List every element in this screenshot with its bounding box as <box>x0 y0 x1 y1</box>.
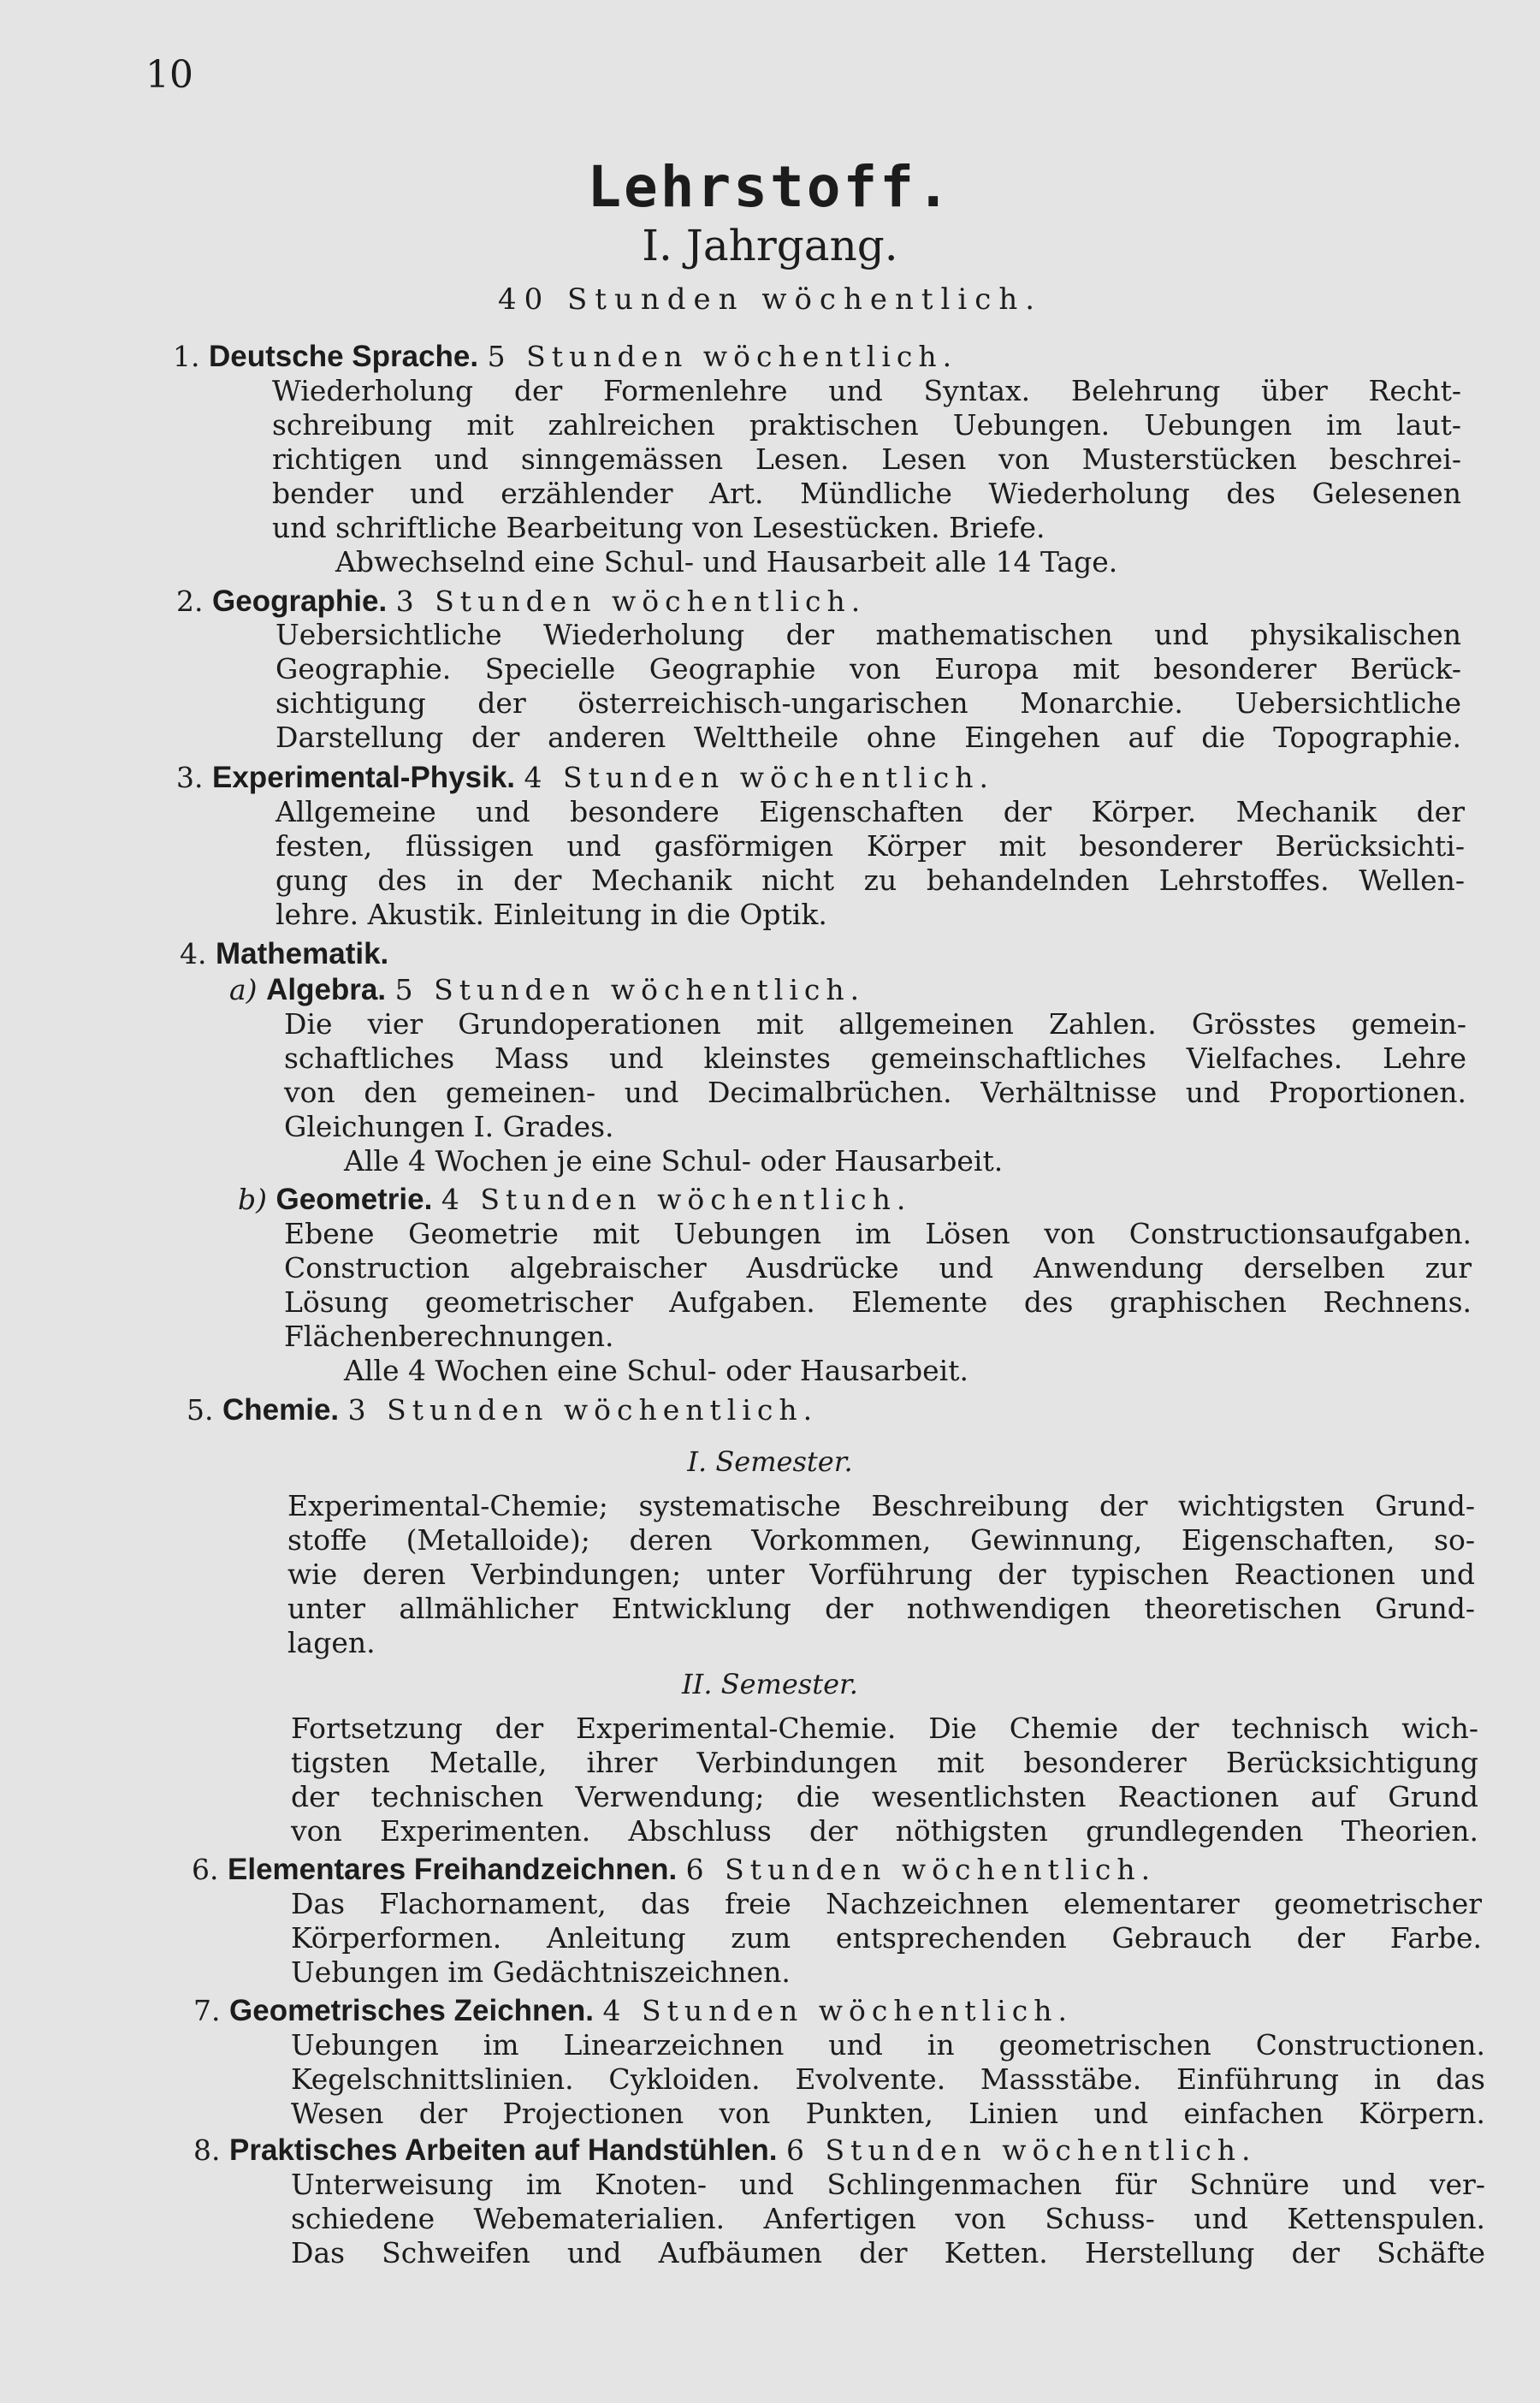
text-line: bender und erzählender Art. Mündliche Wiederholung des Gelesenen <box>272 477 1461 510</box>
subsection-marker: b) <box>238 1183 267 1216</box>
section-5-heading <box>187 1393 818 1427</box>
subsection-a-heading <box>229 973 865 1007</box>
section-hours: 6 Stunden wöchentlich. <box>786 2133 1257 2167</box>
text-line: lagen. <box>287 1626 376 1659</box>
text-line: Die vier Grundoperationen mit allgemeinen Zahlen. Grösstes gemein- <box>284 1007 1466 1041</box>
text-line: sichtigung der österreichisch-ungarischen Monarchie. Uebersichtliche <box>275 686 1461 720</box>
text-line: Das Flachornament, das freie Nachzeichnen elementarer geometrischer <box>291 1887 1482 1920</box>
subsection-note: Alle 4 Wochen eine Schul- oder Hausarbeit. <box>344 1354 968 1387</box>
section-hours: 4 Stunden wöchentlich. <box>602 1994 1073 2027</box>
subsection-hours: 4 Stunden wöchentlich. <box>441 1183 912 1216</box>
text-line: Experimental-Chemie; systematische Beschreibung der wichtigsten Grund- <box>287 1489 1475 1522</box>
section-number: 3. <box>176 761 204 794</box>
text-line: Uebungen im Gedächtniszeichnen. <box>291 1955 791 1989</box>
text-line: Darstellung der anderen Welttheile ohne Eingehen auf die Topographie. <box>275 721 1461 754</box>
section-title: Geographie. <box>212 584 388 618</box>
section-hours: 3 Stunden wöchentlich. <box>347 1393 819 1427</box>
section-1-heading <box>173 340 957 374</box>
text-line: Das Schweifen und Aufbäumen der Ketten. Herstellung der Schäfte <box>291 2236 1485 2270</box>
section-3-heading <box>176 761 994 795</box>
text-line: lehre. Akustik. Einleitung in die Optik. <box>275 898 827 931</box>
text-line: von den gemeinen- und Decimalbrüchen. Verhältnisse und Proportionen. <box>284 1076 1466 1109</box>
semester-1-label: I. Semester. <box>687 1445 853 1478</box>
text-line: stoffe (Metalloide); deren Vorkommen, Gewinnung, Eigenschaften, so- <box>287 1523 1475 1557</box>
subsection-b-heading <box>238 1183 911 1217</box>
section-hours: 6 Stunden wöchentlich. <box>685 1853 1157 1886</box>
section-title: Mathematik. <box>216 937 389 970</box>
text-line: Wiederholung der Formenlehre und Syntax. Belehrung über Recht- <box>272 374 1461 407</box>
section-4-heading <box>180 937 388 971</box>
text-line: festen, flüssigen und gasförmigen Körper mit besonderer Berücksichti- <box>275 829 1465 863</box>
text-line: schaftliches Mass und kleinstes gemeinschaftliches Vielfaches. Lehre <box>284 1041 1466 1075</box>
section-number: 1. <box>173 340 200 373</box>
text-line: Ebene Geometrie mit Uebungen im Lösen von Constructionsaufgaben. <box>284 1217 1472 1250</box>
text-line: Construction algebraischer Ausdrücke und Anwendung derselben zur <box>284 1251 1472 1285</box>
page-title: Lehrstoff. <box>587 154 953 220</box>
text-line: tigsten Metalle, ihrer Verbindungen mit besonderer Berücksichtigung <box>291 1746 1478 1779</box>
text-line: Wesen der Projectionen von Punkten, Linien und einfachen Körpern. <box>291 2097 1485 2130</box>
section-7-heading <box>193 1994 1073 2028</box>
section-number: 5. <box>187 1393 214 1427</box>
section-2-heading <box>176 584 866 619</box>
text-line: Uebungen im Linearzeichnen und in geometrischen Constructionen. <box>291 2028 1485 2062</box>
section-hours: 5 Stunden wöchentlich. <box>487 340 958 373</box>
text-line: schreibung mit zahlreichen praktischen Uebungen. Uebungen im laut- <box>272 408 1461 442</box>
section-number: 4. <box>180 937 207 970</box>
page-number: 10 <box>145 53 193 97</box>
text-line: Kegelschnittslinien. Cykloiden. Evolvente. Massstäbe. Einführung in das <box>291 2062 1485 2096</box>
text-line: Gleichungen I. Grades. <box>284 1110 614 1143</box>
text-line: Unterweisung im Knoten- und Schlingenmachen für Schnüre und ver- <box>291 2168 1485 2201</box>
subsection-hours: 5 Stunden wöchentlich. <box>394 973 866 1006</box>
subsection-marker: a) <box>229 973 258 1006</box>
text-line: Allgemeine und besondere Eigenschaften der Körper. Mechanik der <box>275 795 1465 828</box>
section-8-heading <box>193 2133 1257 2168</box>
section-title: Geometrisches Zeichnen. <box>229 1994 594 2027</box>
section-number: 8. <box>193 2133 221 2167</box>
text-line: richtigen und sinngemässen Lesen. Lesen von Musterstücken beschrei- <box>272 442 1461 476</box>
section-number: 2. <box>176 584 204 618</box>
text-line: Lösung geometrischer Aufgaben. Elemente des graphischen Rechnens. <box>284 1285 1472 1319</box>
section-number: 6. <box>192 1853 219 1886</box>
text-line: der technischen Verwendung; die wesentlichsten Reactionen auf Grund <box>291 1780 1478 1813</box>
section-title: Chemie. <box>222 1393 340 1427</box>
text-line: Körperformen. Anleitung zum entsprechenden Gebrauch der Farbe. <box>291 1921 1482 1955</box>
subsection-note: Alle 4 Wochen je eine Schul- oder Hausarbeit. <box>344 1144 1004 1178</box>
text-line: schiedene Webematerialien. Anfertigen von Schuss- und Kettenspulen. <box>291 2202 1485 2235</box>
section-hours: 4 Stunden wöchentlich. <box>524 761 995 794</box>
section-number: 7. <box>193 1994 221 2027</box>
subsection-title: Geometrie. <box>275 1183 433 1216</box>
section-6-heading <box>192 1853 1156 1887</box>
section-note: Abwechselnd eine Schul- und Hausarbeit alle 14 Tage. <box>335 545 1118 578</box>
total-hours: 40 Stunden wöchentlich. <box>497 282 1043 317</box>
text-line: wie deren Verbindungen; unter Vorführung der typischen Reactionen und <box>287 1558 1475 1591</box>
text-line: Fortsetzung der Experimental-Chemie. Die Chemie der technisch wich- <box>291 1712 1478 1745</box>
section-title: Elementares Freihandzeichnen. <box>228 1853 678 1886</box>
semester-2-label: II. Semester. <box>682 1668 858 1700</box>
text-line: Uebersichtliche Wiederholung der mathematischen und physikalischen <box>275 618 1461 651</box>
subsection-title: Algebra. <box>266 973 387 1006</box>
text-line: Geographie. Specielle Geographie von Europa mit besonderer Berück- <box>275 652 1461 685</box>
text-line: und schriftliche Bearbeitung von Lesestücken. Briefe. <box>272 511 1045 544</box>
section-title: Praktisches Arbeiten auf Handstühlen. <box>229 2133 778 2167</box>
section-title: Deutsche Sprache. <box>209 340 479 373</box>
section-title: Experimental-Physik. <box>212 761 516 794</box>
year-heading: I. Jahrgang. <box>642 221 898 270</box>
text-line: unter allmählicher Entwicklung der nothwendigen theoretischen Grund- <box>287 1592 1475 1625</box>
text-line: von Experimenten. Abschluss der nöthigsten grundlegenden Theorien. <box>291 1814 1478 1848</box>
text-line: Flächenberechnungen. <box>284 1320 614 1353</box>
section-hours: 3 Stunden wöchentlich. <box>395 584 867 618</box>
text-line: gung des in der Mechanik nicht zu behandelnden Lehrstoffes. Wellen- <box>275 863 1465 897</box>
